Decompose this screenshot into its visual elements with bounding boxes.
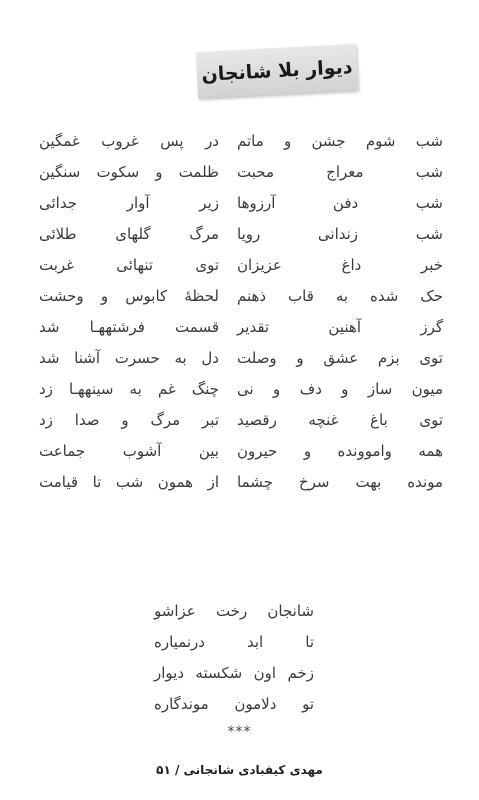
- refrain-line-text: تو دلامون موندگاره: [154, 695, 314, 713]
- couplet: [0, 188, 479, 219]
- couplet: [0, 312, 479, 343]
- couplet-left-hemistich: از همون شب تا قیامت: [39, 473, 219, 491]
- couplet-right-hemistich: همه واموونده و حیرون: [237, 442, 443, 460]
- couplet: [0, 343, 479, 374]
- couplet-left-hemistich: در پس غروب غمگین: [39, 132, 219, 150]
- couplet: [0, 126, 479, 157]
- couplet-left-hemistich: زیر آوار جدائی: [39, 194, 219, 212]
- couplet: [0, 157, 479, 188]
- couplet-left-hemistich: بین آشوب جماعت: [39, 442, 219, 460]
- couplet-left-hemistich: لحظهٔ کابوس و وحشت: [39, 287, 219, 305]
- refrain-stanza: [0, 596, 479, 720]
- couplet-left-hemistich: مرگ گلهای طلائی: [39, 225, 219, 243]
- couplet-right-hemistich: شب شوم جشن و ماتم: [237, 132, 443, 150]
- page-footer: مهدی کیقبادی شانجانی / ۵۱: [156, 763, 323, 777]
- couplet-left-hemistich: تبر مرگ و صدا زد: [39, 411, 219, 429]
- refrain-line-text: تا ابد درنمیاره: [154, 633, 314, 651]
- couplet-right-hemistich: شب زندانی رویا: [237, 225, 443, 243]
- couplet: [0, 250, 479, 281]
- couplet: [0, 467, 479, 498]
- couplet-right-hemistich: خبر داغ عزیزان: [237, 256, 443, 274]
- couplet: [0, 281, 479, 312]
- refrain-line: [0, 689, 479, 720]
- couplet-left-hemistich: دل به حسرت آشنا شد: [39, 349, 219, 367]
- couplet-right-hemistich: میون ساز و دف و نی: [237, 380, 443, 398]
- poem-title: دیوار بلا شانجان: [200, 56, 353, 86]
- refrain-line: [0, 596, 479, 627]
- couplet: [0, 405, 479, 436]
- refrain-line: [0, 658, 479, 689]
- couplet-right-hemistich: حک شده به قاب ذهنم: [237, 287, 443, 305]
- couplet-left-hemistich: قسمت فرشتههـا شد: [39, 318, 219, 336]
- couplet-right-hemistich: مونده بهت سرخ چشما: [237, 473, 443, 491]
- refrain-line-text: شانجان رخت عزاشو: [154, 602, 314, 620]
- couplet-right-hemistich: توی بزم عشق و وصلت: [237, 349, 443, 367]
- couplet: [0, 219, 479, 250]
- couplet-left-hemistich: چنگ غم به سینههـا زد: [39, 380, 219, 398]
- couplet-right-hemistich: شب دفن آرزوها: [237, 194, 443, 212]
- couplet: [0, 436, 479, 467]
- poem-stanza: [0, 126, 479, 498]
- refrain-line: [0, 627, 479, 658]
- couplet-left-hemistich: ظلمت و سکوت سنگین: [39, 163, 219, 181]
- couplet-right-hemistich: توی باغ غنچه رقصید: [237, 411, 443, 429]
- refrain-line-text: زخم اون شکسته دیوار: [154, 664, 314, 682]
- section-separator-stars: ***: [227, 724, 252, 740]
- couplet-left-hemistich: توی تنهائی غربت: [39, 256, 219, 274]
- couplet-right-hemistich: گرز آهنین تقدیر: [237, 318, 443, 336]
- couplet-right-hemistich: شب معراج محبت: [237, 163, 443, 181]
- couplet: [0, 374, 479, 405]
- poem-title-banner: [196, 44, 358, 98]
